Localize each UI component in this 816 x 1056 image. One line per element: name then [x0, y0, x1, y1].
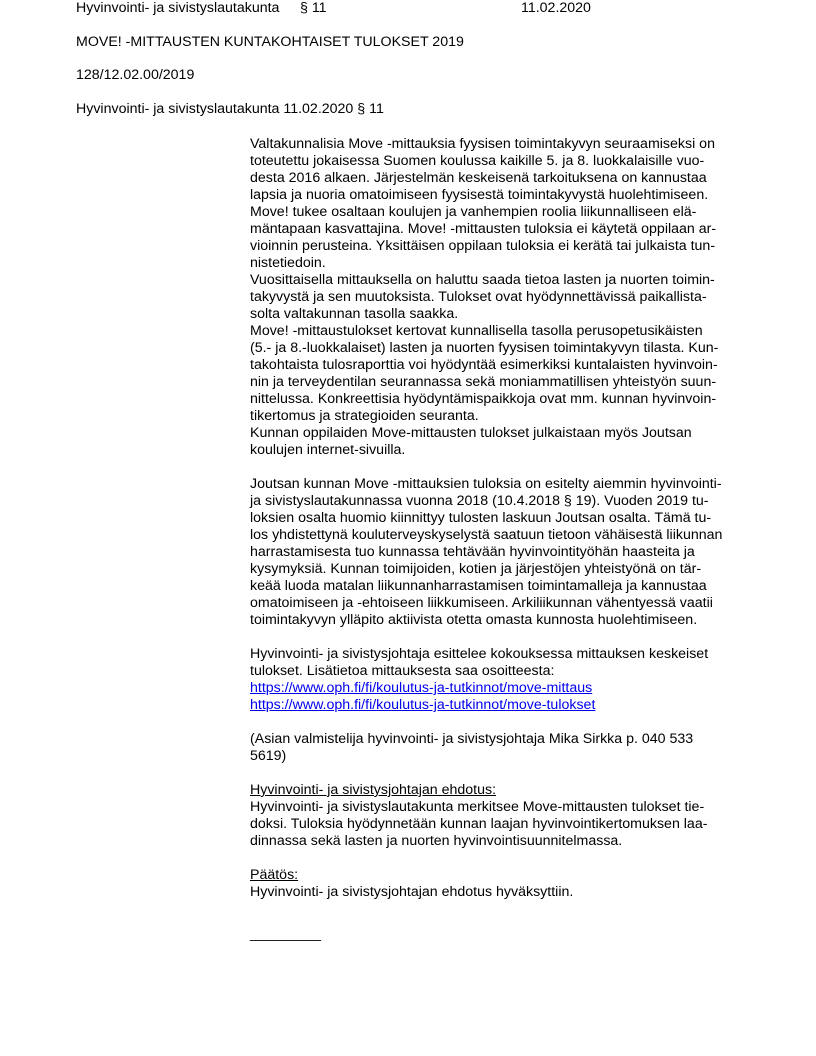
- text-line: tulokset. Lisätietoa mittauksesta saa osoitteesta:: [250, 663, 555, 679]
- text-line: tikertomus ja strategioiden seuranta.: [250, 408, 479, 424]
- text-line: mäntapaan kasvattajina. Move! -mittausten tuloksia ei käytetä oppilaan ar-: [250, 221, 717, 237]
- text-line: Joutsan kunnan Move -mittauksien tuloksia on esitelty aiemmin hyvinvointi-: [250, 476, 722, 492]
- document-title: MOVE! -MITTAUSTEN KUNTAKOHTAISET TULOKSET 2019: [76, 34, 464, 50]
- text-line: solta valtakunnan tasolla saakka.: [250, 306, 459, 322]
- text-line: lapsia ja nuoria omatoimiseen fyysisestä toimintakyvystä huolehtimiseen.: [250, 187, 709, 203]
- text-line: (5.- ja 8.-luokkalaiset) lasten ja nuorten fyysisen toimintakyvyn tilasta. Kun-: [250, 340, 719, 356]
- text-line: los yhdistettynä kouluterveyskyselystä saatuun tietoon vähäisestä liikunnan: [250, 527, 723, 543]
- preparer-note: [250, 731, 740, 765]
- text-line: Valtakunnalisia Move -mittauksia fyysisen toimintakyvyn seuraamiseksi on: [250, 136, 715, 152]
- text-line: takyvystä ja sen muutoksista. Tulokset ovat hyödynnettävissä paikallista-: [250, 289, 707, 305]
- text-line: takohtaista tulosraporttia voi hyödyntää esimerkiksi kuntalaisten hyvinvoin-: [250, 357, 718, 373]
- text-line: nistetiedoin.: [250, 255, 326, 271]
- text-line: kysymyksiä. Kunnan toimijoiden, kotien ja järjestöjen yhteistyönä on tär-: [250, 561, 702, 577]
- text-line: omatoimiseen ja -ehtoiseen liikkumiseen. Arkiliikunnan vähentyessä vaatii: [250, 595, 713, 611]
- meeting-reference: Hyvinvointi- ja sivistyslautakunta 11.02.2020 § 11: [76, 101, 384, 117]
- header-date: 11.02.2020: [521, 0, 591, 16]
- text-line: dinnassa sekä lasten ja nuorten hyvinvointisuunnitelmassa.: [250, 833, 623, 849]
- record-number: 128/12.02.00/2019: [76, 67, 195, 83]
- move-mittaus-link[interactable]: https://www.oph.fi/fi/koulutus-ja-tutkinnot/move-mittaus: [250, 680, 593, 696]
- text-line: loksien osalta huomio kiinnittyy tulosten laskuun Joutsan osalta. Tämä tu-: [250, 510, 712, 526]
- text-line: nittelussa. Konkreettisia hyödyntämispaikkoja ovat mm. kunnan hyvinvoin-: [250, 391, 717, 407]
- text-line: Vuosittaisella mittauksella on haluttu saada tietoa lasten ja nuorten toimin-: [250, 272, 715, 288]
- text-line: koulujen internet-sivuilla.: [250, 442, 406, 458]
- text-line: ja sivistyslautakunnassa vuonna 2018 (10.4.2018 § 19). Vuoden 2019 tu-: [250, 493, 709, 509]
- text-line: doksi. Tuloksia hyödynnetään kunnan laajan hyvinvointikertomuksen laa-: [250, 816, 708, 832]
- paragraph-background: [250, 136, 740, 459]
- paragraph-more-info: [250, 646, 740, 714]
- text-line: nin ja terveydentilan seurannassa sekä moniammatillisen yhteistyön suun-: [250, 374, 717, 390]
- text-line: (Asian valmistelija hyvinvointi- ja sivistysjohtaja Mika Sirkka p. 040 533: [250, 731, 694, 747]
- document-body: [250, 136, 740, 943]
- header-board: Hyvinvointi- ja sivistyslautakunta: [76, 0, 280, 16]
- text-line: harrastamisesta tuo kunnassa tehtävään hyvinvointityöhän haasteita ja: [250, 544, 695, 560]
- text-line: vioinnin perusteina. Yksittäisen oppilaan tuloksia ei kerätä tai julkaista tun-: [250, 238, 716, 254]
- text-line: desta 2016 alkaen. Järjestelmän keskeisenä tarkoituksena on kannustaa: [250, 170, 707, 186]
- move-tulokset-link[interactable]: https://www.oph.fi/fi/koulutus-ja-tutkinnot/move-tulokset: [250, 697, 596, 713]
- text-line: 5619): [250, 748, 287, 764]
- text-line: toimintakyvyn ylläpito aktiivista otetta omasta kunnosta huolehtimiseen.: [250, 612, 698, 628]
- text-line: keää luoda matalan liikunnanharrastamisen toimintamalleja ja kannustaa: [250, 578, 707, 594]
- decision-text: Hyvinvointi- ja sivistysjohtajan ehdotus hyväksyttiin.: [250, 884, 574, 900]
- decision-heading: Päätös:: [250, 867, 299, 883]
- decision-section: [250, 867, 740, 901]
- text-line: Hyvinvointi- ja sivistyslautakunta merkitsee Move-mittausten tulokset tie-: [250, 799, 705, 815]
- text-line: Hyvinvointi- ja sivistysjohtaja esittelee kokouksessa mittauksen keskeiset: [250, 646, 709, 662]
- paragraph-joutsa-results: [250, 476, 740, 629]
- text-line: Move! -mittaustulokset kertovat kunnallisella tasolla perusopetusikäisten: [250, 323, 703, 339]
- end-line: _________: [250, 926, 322, 942]
- proposal-section: [250, 782, 740, 850]
- text-line: Kunnan oppilaiden Move-mittausten tulokset julkaistaan myös Joutsan: [250, 425, 692, 441]
- text-line: Move! tukee osaltaan koulujen ja vanhempien roolia liikunnalliseen elä-: [250, 204, 697, 220]
- header-section: § 11: [300, 0, 327, 16]
- proposal-heading: Hyvinvointi- ja sivistysjohtajan ehdotus:: [250, 782, 497, 798]
- text-line: toteutettu jokaisessa Suomen koulussa kaikille 5. ja 8. luokkalaisille vuo-: [250, 153, 705, 169]
